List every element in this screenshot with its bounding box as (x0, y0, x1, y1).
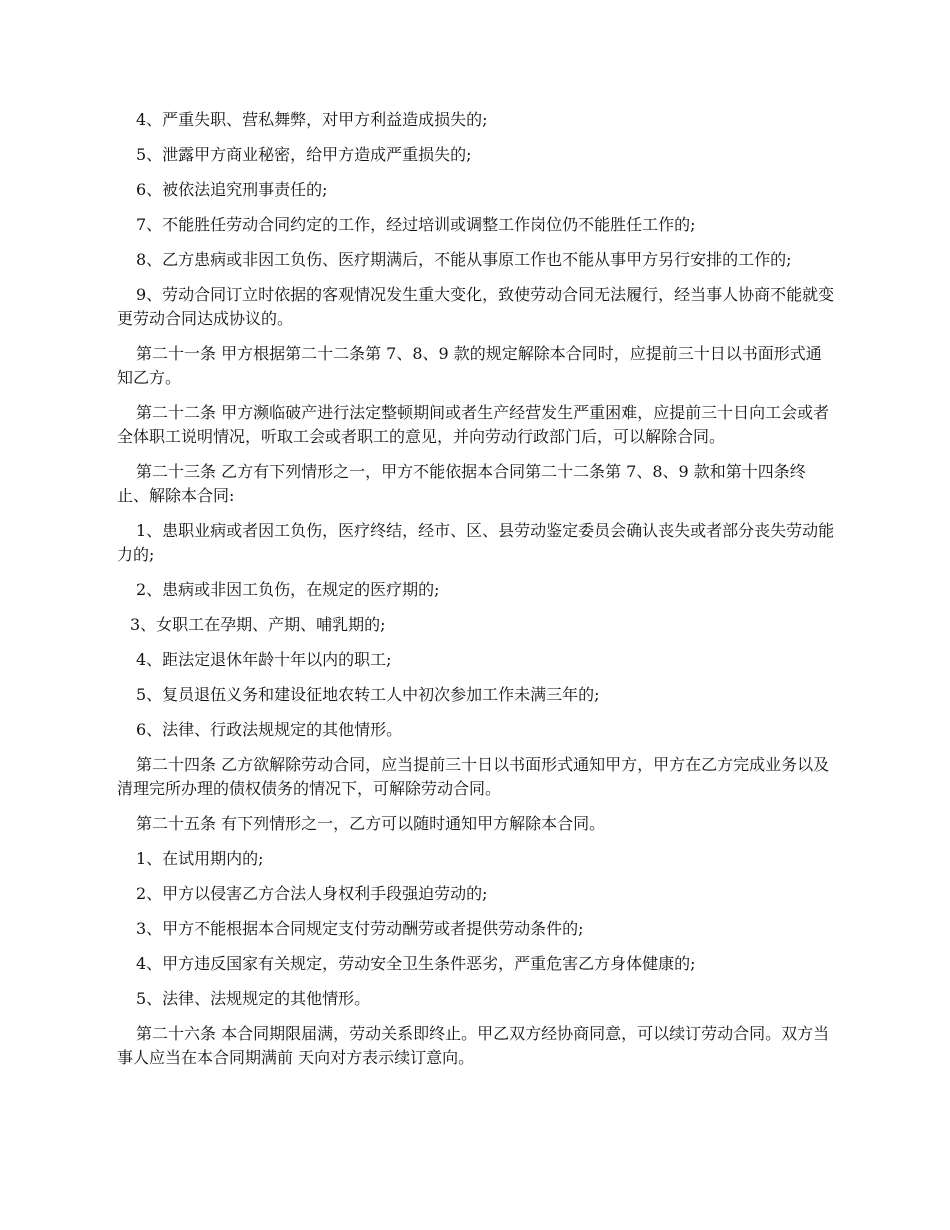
article-23: 第二十三条 乙方有下列情形之一，甲方不能依据本合同第二十二条第 7、8、9 款和第十四条终止、解除本合同: (117, 462, 806, 505)
clause-item-6: 6、被依法追究刑事责任的; (136, 180, 328, 199)
article-22: 第二十二条 甲方濒临破产进行法定整顿期间或者生产经营发生严重困难，应提前三十日向工会或者全体职工说明情况，听取工会或者职工的意见，并向劳动行政部门后，可以解除合同。 (117, 403, 830, 446)
clause-item-8: 8、乙方患病或非因工负伤、医疗期满后，不能从事原工作也不能从事甲方另行安排的工作的; (136, 250, 792, 269)
article-25-item-3: 3、甲方不能根据本合同规定支付劳动酬劳或者提供劳动条件的; (136, 919, 584, 938)
clause-item-5: 5、泄露甲方商业秘密，给甲方造成严重损失的; (136, 145, 472, 164)
clause-item-7: 7、不能胜任劳动合同约定的工作，经过培训或调整工作岗位仍不能胜任工作的; (136, 215, 696, 234)
article-23-item-5: 5、复员退伍义务和建设征地农转工人中初次参加工作未满三年的; (136, 685, 600, 704)
article-23-item-2: 2、患病或非因工负伤，在规定的医疗期的; (136, 580, 440, 599)
article-26: 第二十六条 本合同期限届满，劳动关系即终止。甲乙双方经协商同意，可以续订劳动合同。双方当事人应当在本合同期满前 天向对方表示续订意向。 (117, 1024, 830, 1067)
article-23-item-1: 1、患职业病或者因工负伤，医疗终结，经市、区、县劳动鉴定委员会确认丧失或者部分丧失劳动能力的; (117, 521, 835, 564)
clause-item-4: 4、严重失职、营私舞弊，对甲方利益造成损失的; (136, 110, 488, 129)
article-24: 第二十四条 乙方欲解除劳动合同，应当提前三十日以书面形式通知甲方，甲方在乙方完成业务以及清理完所办理的债权债务的情况下，可解除劳动合同。 (117, 755, 830, 798)
article-23-item-4: 4、距法定退休年龄十年以内的职工; (136, 650, 392, 669)
article-23-item-6: 6、法律、行政法规规定的其他情形。 (136, 720, 403, 739)
article-25-item-1: 1、在试用期内的; (136, 849, 264, 868)
article-25-item-4: 4、甲方违反国家有关规定，劳动安全卫生条件恶劣，严重危害乙方身体健康的; (136, 954, 696, 973)
document-body (117, 108, 835, 1081)
article-25-item-2: 2、甲方以侵害乙方合法人身权利手段强迫劳动的; (136, 884, 488, 903)
clause-item-9: 9、劳动合同订立时依据的客观情况发生重大变化，致使劳动合同无法履行，经当事人协商不能就变更劳动合同达成协议的。 (117, 285, 835, 328)
article-25: 第二十五条 有下列情形之一，乙方可以随时通知甲方解除本合同。 (136, 814, 606, 833)
article-21: 第二十一条 甲方根据第二十二条第 7、8、9 款的规定解除本合同时，应提前三十日以书面形式通知乙方。 (117, 344, 822, 387)
article-23-item-3: 3、女职工在孕期、产期、哺乳期的; (130, 615, 386, 634)
article-25-item-5: 5、法律、法规规定的其他情形。 (136, 989, 371, 1008)
